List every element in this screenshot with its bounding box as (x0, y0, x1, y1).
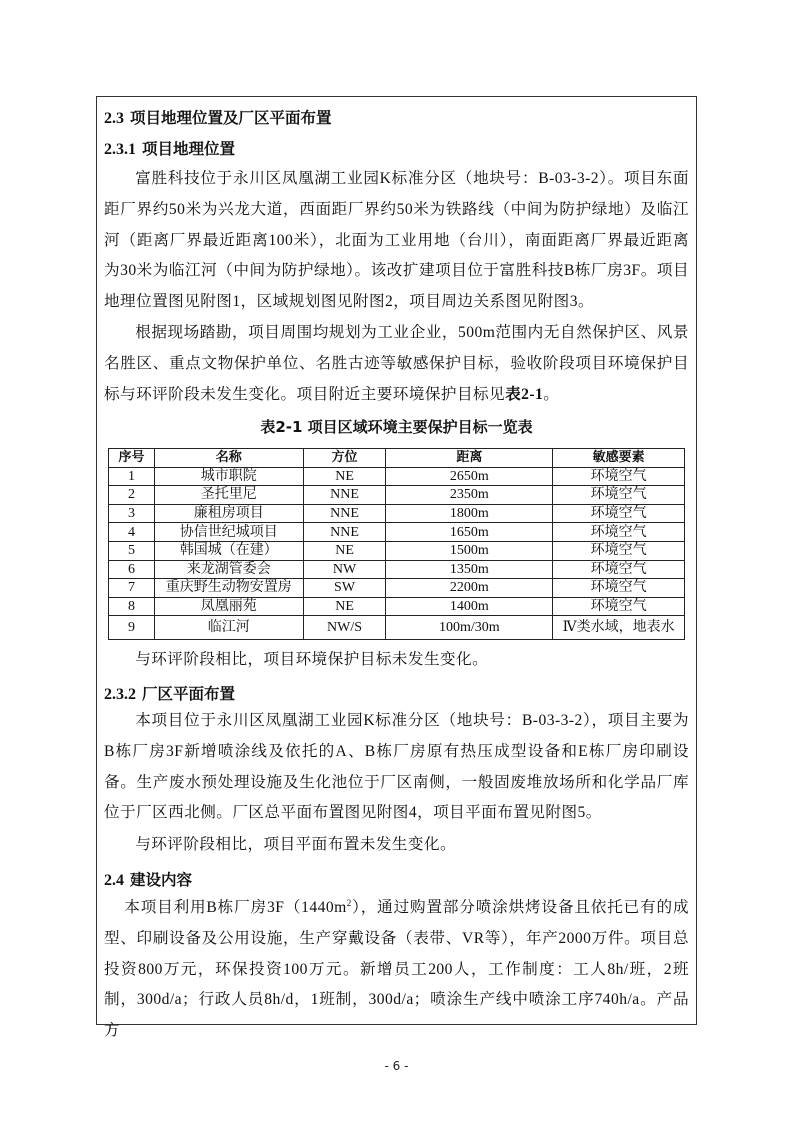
cell-name: 临江河 (154, 616, 303, 640)
paragraph-survey-end: 。 (543, 385, 560, 403)
section-heading-2-3 (104, 106, 332, 128)
section-title: 项目地理位置 (142, 140, 236, 158)
cell-direction: NNE (303, 523, 386, 542)
paragraph-survey (104, 318, 689, 410)
cell-direction: NE (303, 597, 386, 616)
cell-sensitive-element: 环境空气 (553, 597, 685, 616)
table-row (109, 504, 685, 523)
header-sensitive-element: 敏感要素 (553, 449, 685, 468)
header-direction: 方位 (303, 449, 386, 468)
cell-sensitive-element: 环境空气 (553, 504, 685, 523)
cell-distance: 100m/30m (386, 616, 553, 640)
cell-name: 来龙湖管委会 (154, 560, 303, 579)
header-name: 名称 (154, 449, 303, 468)
section-heading-2-4 (104, 868, 192, 890)
cell-distance: 1800m (386, 504, 553, 523)
cell-index: 7 (109, 579, 155, 598)
cell-sensitive-element: 环境空气 (553, 523, 685, 542)
cell-direction: NE (303, 541, 386, 560)
cell-sensitive-element: 环境空气 (553, 560, 685, 579)
section-heading-2-3-1 (104, 137, 235, 159)
paragraph-construction-text-b: ），通过购置部分喷涂烘烤设备且依托已有的成型、印刷设备及公用设施，生产穿戴设备（表带、VR等），年产2000万件。项目总投资800万元，环保投资100万元。新增员工200人，工作制度：工人8h/班，2班制，300d/a；行政人员8h/d，1班制，300d/a；喷涂生产线中喷涂工序740h/a。产品方 (104, 899, 689, 1040)
cell-index: 4 (109, 523, 155, 542)
table-reference: 表2-1 (505, 385, 544, 403)
header-index: 序号 (109, 449, 155, 468)
cell-distance: 2200m (386, 579, 553, 598)
cell-index: 1 (109, 467, 155, 486)
cell-distance: 2350m (386, 486, 553, 505)
cell-sensitive-element: 环境空气 (553, 579, 685, 598)
table-row (109, 467, 685, 486)
page-number: - 6 - (384, 1059, 409, 1073)
cell-distance: 1350m (386, 560, 553, 579)
cell-distance: 2650m (386, 467, 553, 486)
cell-index: 2 (109, 486, 155, 505)
cell-name: 协信世纪城项目 (154, 523, 303, 542)
cell-direction: SW (303, 579, 386, 598)
cell-index: 8 (109, 597, 155, 616)
cell-distance: 1500m (386, 541, 553, 560)
paragraph-construction-content (104, 893, 689, 1047)
table-row (109, 616, 685, 640)
header-distance: 距离 (386, 449, 553, 468)
section-number: 2.4 (104, 872, 124, 889)
cell-direction: NNE (303, 486, 386, 505)
cell-name: 圣托里尼 (154, 486, 303, 505)
paragraph-targets-unchanged: 与环评阶段相比，项目环境保护目标未发生变化。 (135, 651, 489, 668)
cell-direction: NNE (303, 504, 386, 523)
cell-name: 重庆野生动物安置房 (154, 579, 303, 598)
cell-sensitive-element: 环境空气 (553, 541, 685, 560)
cell-index: 5 (109, 541, 155, 560)
superscript: 2 (346, 897, 352, 908)
cell-sensitive-element: Ⅳ类水域，地表水 (553, 616, 685, 640)
cell-distance: 1400m (386, 597, 553, 616)
cell-name: 廉租房项目 (154, 504, 303, 523)
section-title: 厂区平面布置 (142, 685, 236, 703)
table-row (109, 560, 685, 579)
section-title: 建设内容 (130, 871, 193, 889)
protection-targets-table (108, 448, 685, 640)
section-number: 2.3 (104, 110, 124, 127)
cell-index: 9 (109, 616, 155, 640)
cell-direction: NE (303, 467, 386, 486)
table-header-row (109, 449, 685, 468)
cell-name: 凤凰丽苑 (154, 597, 303, 616)
cell-sensitive-element: 环境空气 (553, 467, 685, 486)
table-row (109, 486, 685, 505)
paragraph-survey-text: 根据现场踏勘，项目周围均规划为工业企业，500m范围内无自然保护区、风景名胜区、重点文物保护单位、名胜古迹等敏感保护目标，验收阶段项目环境保护目标与环评阶段未发生变化。项目附近主要环境保护目标见 (104, 324, 689, 403)
cell-name: 韩国城（在建） (154, 541, 303, 560)
paragraph-construction-text-a: 本项目利用B栋厂房3F（1440m (124, 899, 347, 916)
cell-direction: NW/S (303, 616, 386, 640)
table-caption: 表2-1 项目区域环境主要保护目标一览表 (260, 418, 533, 436)
paragraph-layout-unchanged: 与环评阶段相比，项目平面布置未发生变化。 (135, 836, 457, 853)
section-title: 项目地理位置及厂区平面布置 (130, 109, 332, 127)
section-number: 2.3.2 (104, 686, 136, 703)
table-row (109, 523, 685, 542)
section-number: 2.3.1 (104, 141, 136, 158)
cell-index: 3 (109, 504, 155, 523)
table-row (109, 579, 685, 598)
cell-index: 6 (109, 560, 155, 579)
cell-distance: 1650m (386, 523, 553, 542)
cell-sensitive-element: 环境空气 (553, 486, 685, 505)
paragraph-layout: 本项目位于永川区凤凰湖工业园K标准分区（地块号：B-03-3-2），项目主要为B栋厂房3F新增喷涂线及依托的A、B栋厂房原有热压成型设备和E栋厂房印刷设备。生产废水预处理设施及生化池位于厂区南侧，一般固废堆放场所和化学品厂库位于厂区西北侧。厂区总平面布置图见附图4，项目平面布置见附图5。 (104, 712, 689, 822)
paragraph-location: 富胜科技位于永川区凤凰湖工业园K标准分区（地块号：B-03-3-2）。项目东面距厂界约50米为兴龙大道，西面距厂界约50米为铁路线（中间为防护绿地）及临江河（距离厂界最近距离100米），北面为工业用地（台川），南面距离厂界最近距离为30米为临江河（中间为防护绿地）。该改扩建项目位于富胜科技B栋厂房3F。项目地理位置图见附图1，区域规划图见附图2，项目周边关系图见附图3。 (104, 170, 689, 311)
table-row (109, 597, 685, 616)
cell-name: 城市职院 (154, 467, 303, 486)
cell-direction: NW (303, 560, 386, 579)
section-heading-2-3-2 (104, 682, 235, 704)
table-row (109, 541, 685, 560)
